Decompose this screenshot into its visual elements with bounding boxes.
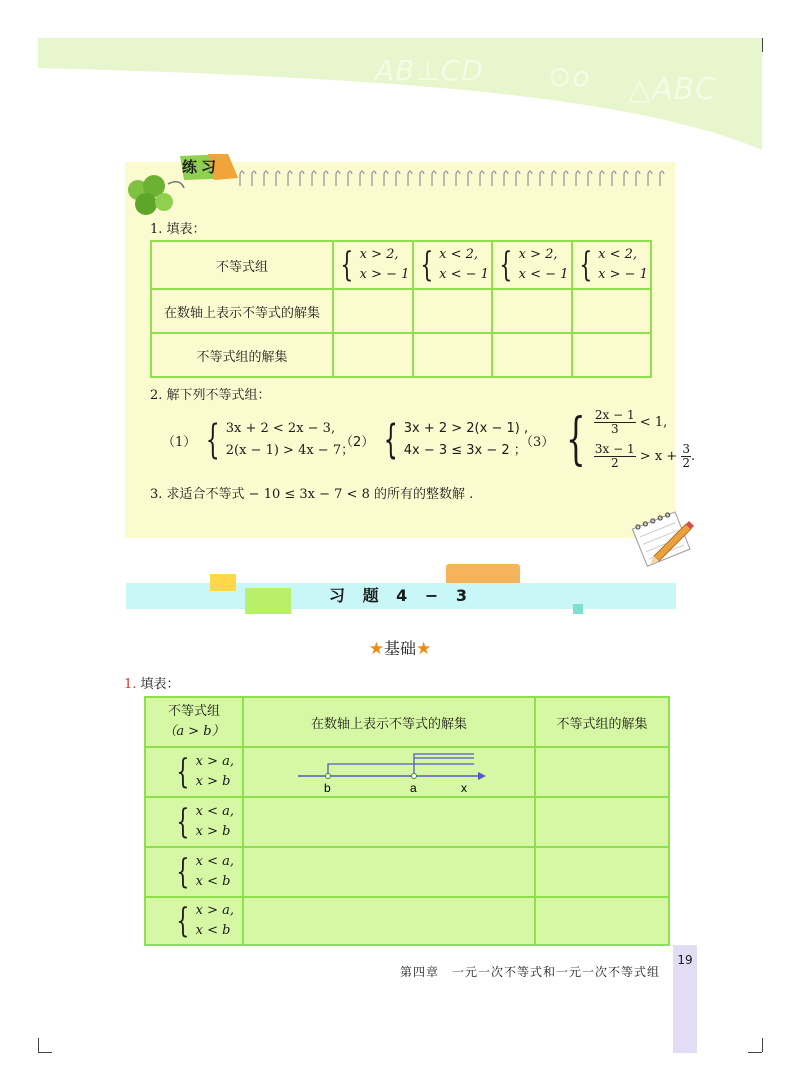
- ring-icon: [516, 171, 520, 186]
- ring-icon: [468, 171, 472, 186]
- crop-mark-bl-h: [38, 1052, 52, 1053]
- exercise-q1-number: 1.: [124, 677, 137, 692]
- ring-icon: [324, 171, 328, 186]
- ring-icon: [576, 171, 580, 186]
- header-decor-circle: ⊙o: [548, 60, 591, 93]
- blank-cell: [413, 289, 493, 333]
- q2-3-frac1-den: 3: [610, 422, 619, 436]
- crop-mark-tr-v: [762, 38, 763, 52]
- ring-icon: [600, 171, 604, 186]
- chapter-footer: 第四章 一元一次不等式和一元一次不等式组: [400, 965, 661, 979]
- blank-cell: [492, 333, 572, 377]
- header-system-line-1: 不等式组: [167, 704, 220, 719]
- q2-1-number: （1）: [162, 434, 197, 450]
- ex-system-3-line-1: x < a,: [195, 854, 235, 869]
- system-cell-2: { x < 2, x < − 1: [413, 241, 493, 289]
- page-number: 19: [677, 953, 693, 967]
- point-a: [412, 774, 417, 779]
- ring-icon: [528, 171, 532, 186]
- ring-icon: [420, 171, 424, 186]
- crop-mark-br-h: [748, 1052, 762, 1053]
- ex-system-cell-3: { x < a, x < b: [145, 847, 243, 897]
- practice-q1-label: 1. 填表：: [150, 222, 206, 237]
- blank-cell: [413, 333, 493, 377]
- q2-system-1: （1） { 3x + 2 < 2x − 3, 2(x − 1) > 4x − 7；: [162, 417, 355, 463]
- blank-cell: [243, 797, 535, 847]
- ring-icon: [660, 171, 664, 186]
- practice-q2-label: 2. 解下列不等式组：: [150, 388, 271, 403]
- q2-3-frac2-num: 3x − 1: [594, 442, 635, 456]
- system-cell-1: { x > 2, x > − 1: [333, 241, 413, 289]
- level-label: 基础: [383, 639, 416, 658]
- ring-icon: [540, 171, 544, 186]
- exercise-title: 习 题 4 − 3: [329, 586, 473, 605]
- blank-cell: [535, 897, 669, 945]
- label-x: x: [461, 781, 467, 795]
- ring-icon: [276, 171, 280, 186]
- system-3-line-2: x < − 1: [518, 267, 569, 282]
- ring-icon: [384, 171, 388, 186]
- level-heading: [300, 636, 500, 659]
- system-cell-4: { x < 2, x > − 1: [572, 241, 652, 289]
- ring-icon: [636, 171, 640, 186]
- ring-icon: [492, 171, 496, 186]
- q2-3-frac1-num: 2x − 1: [594, 408, 635, 422]
- practice-badge: 练习: [182, 158, 221, 176]
- q2-3-line2-mid: > x +: [639, 449, 678, 464]
- ring-icon: [480, 171, 484, 186]
- system-2-line-2: x < − 1: [439, 267, 489, 282]
- header-decor-triangle: △ABC: [628, 72, 718, 107]
- q2-3-line2-end: .: [690, 449, 696, 464]
- blank-cell: [535, 797, 669, 847]
- ex-system-cell-1: { x > a, x > b: [145, 747, 243, 797]
- q2-system-2: （2） { 3x + 2 > 2(x − 1) , 4x − 3 ≤ 3x − 2 ；: [340, 417, 529, 463]
- system-cell-3: { x > 2, x < − 1: [492, 241, 572, 289]
- ex-system-4-line-1: x > a,: [195, 903, 235, 918]
- ring-icon: [552, 171, 556, 186]
- system-3-line-1: x > 2,: [518, 247, 558, 262]
- ring-icon: [288, 171, 292, 186]
- ex-system-2-line-1: x < a,: [195, 804, 235, 819]
- exercise-table: [144, 696, 670, 946]
- header-decor-perpendicular: AB⊥CD: [375, 54, 484, 87]
- notebook-pencil-icon: [628, 506, 700, 570]
- system-1-line-2: x > − 1: [359, 267, 410, 282]
- blank-cell: [572, 289, 652, 333]
- system-2-line-1: x < 2,: [439, 247, 479, 262]
- q2-3-number: （3）: [520, 434, 555, 450]
- point-b: [326, 774, 331, 779]
- label-a: a: [410, 781, 417, 795]
- q2-1-line-1: 3x + 2 < 2x − 3,: [225, 421, 336, 436]
- number-line-arrow: [478, 772, 486, 780]
- q2-3-frac3-den: 2: [682, 456, 690, 470]
- blank-cell: [572, 333, 652, 377]
- blank-cell: [243, 897, 535, 945]
- ring-icon: [444, 171, 448, 186]
- ex-system-1-line-1: x > a,: [195, 754, 235, 769]
- blank-cell: [492, 289, 572, 333]
- q2-2-line-2: 4x − 3 ≤ 3x − 2 ；: [403, 443, 527, 458]
- ring-icon: [360, 171, 364, 186]
- system-4-line-1: x < 2,: [598, 247, 638, 262]
- ring-icon: [336, 171, 340, 186]
- ring-icon: [372, 171, 376, 186]
- crop-mark-bl-v: [38, 1038, 39, 1052]
- ray-from-a: [414, 754, 474, 776]
- header-system: [145, 697, 243, 747]
- row-header-system: 不等式组: [151, 241, 333, 289]
- star-right-icon: ★: [416, 639, 432, 659]
- ex-system-cell-2: { x < a, x > b: [145, 797, 243, 847]
- blank-cell: [333, 333, 413, 377]
- ring-icon: [504, 171, 508, 186]
- blank-cell: [535, 847, 669, 897]
- q2-2-number: （2）: [340, 434, 375, 450]
- ring-icon: [396, 171, 400, 186]
- ring-icon: [312, 171, 316, 186]
- ring-icon: [624, 171, 628, 186]
- blank-cell: [243, 847, 535, 897]
- row-header-solution: 不等式组的解集: [151, 333, 333, 377]
- ring-icon: [252, 171, 256, 186]
- row-header-numberline: 在数轴上表示不等式的解集: [151, 289, 333, 333]
- system-4-line-2: x > − 1: [598, 267, 648, 282]
- q2-3-line1-rest: < 1,: [639, 415, 668, 430]
- ring-icon: [564, 171, 568, 186]
- numberline-cell: [243, 747, 535, 797]
- q2-system-3: （3） { $\frac{2x - 1}{3}$ < 1, $\frac{3x - 1}{2}$ > x + $\frac{3}{2}$ .: [520, 407, 696, 472]
- crop-mark-br-v: [762, 1038, 763, 1052]
- exercise-q1-text: 填表：: [140, 677, 180, 692]
- exercise-q1: [124, 673, 180, 692]
- ring-icon: [456, 171, 460, 186]
- header-numberline: 在数轴上表示不等式的解集: [243, 697, 535, 747]
- label-b: b: [324, 781, 331, 795]
- ex-system-4-line-2: x < b: [195, 923, 231, 938]
- ex-system-3-line-2: x < b: [195, 874, 231, 889]
- ring-icon: [648, 171, 652, 186]
- ex-system-2-line-2: x > b: [195, 824, 231, 839]
- q2-1-line-2: 2(x − 1) > 4x − 7；: [225, 443, 355, 458]
- ring-icon: [432, 171, 436, 186]
- ring-icon: [348, 171, 352, 186]
- number-line: [244, 748, 534, 796]
- ray-from-b: [328, 764, 474, 776]
- ex-system-cell-4: { x > a, x < b: [145, 897, 243, 945]
- q2-2-line-1: 3x + 2 > 2(x − 1) ,: [403, 421, 529, 436]
- blank-cell: [333, 289, 413, 333]
- q2-3-frac3-num: 3: [682, 442, 690, 456]
- system-1-line-1: x > 2,: [359, 247, 399, 262]
- notebook-rings: [236, 166, 666, 188]
- ring-icon: [612, 171, 616, 186]
- ring-icon: [408, 171, 412, 186]
- q2-3-frac2-den: 2: [610, 456, 619, 470]
- header-solution: 不等式组的解集: [535, 697, 669, 747]
- practice-table: [150, 240, 652, 378]
- ex-system-1-line-2: x > b: [195, 774, 231, 789]
- practice-q3: 3. 求适合不等式 − 10 ≤ 3x − 7 < 8 的所有的整数解 .: [150, 487, 474, 502]
- ring-icon: [264, 171, 268, 186]
- ring-icon: [588, 171, 592, 186]
- blank-cell: [535, 747, 669, 797]
- header-system-line-2: （a > b）: [163, 724, 225, 739]
- star-left-icon: ★: [368, 639, 384, 659]
- ring-icon: [300, 171, 304, 186]
